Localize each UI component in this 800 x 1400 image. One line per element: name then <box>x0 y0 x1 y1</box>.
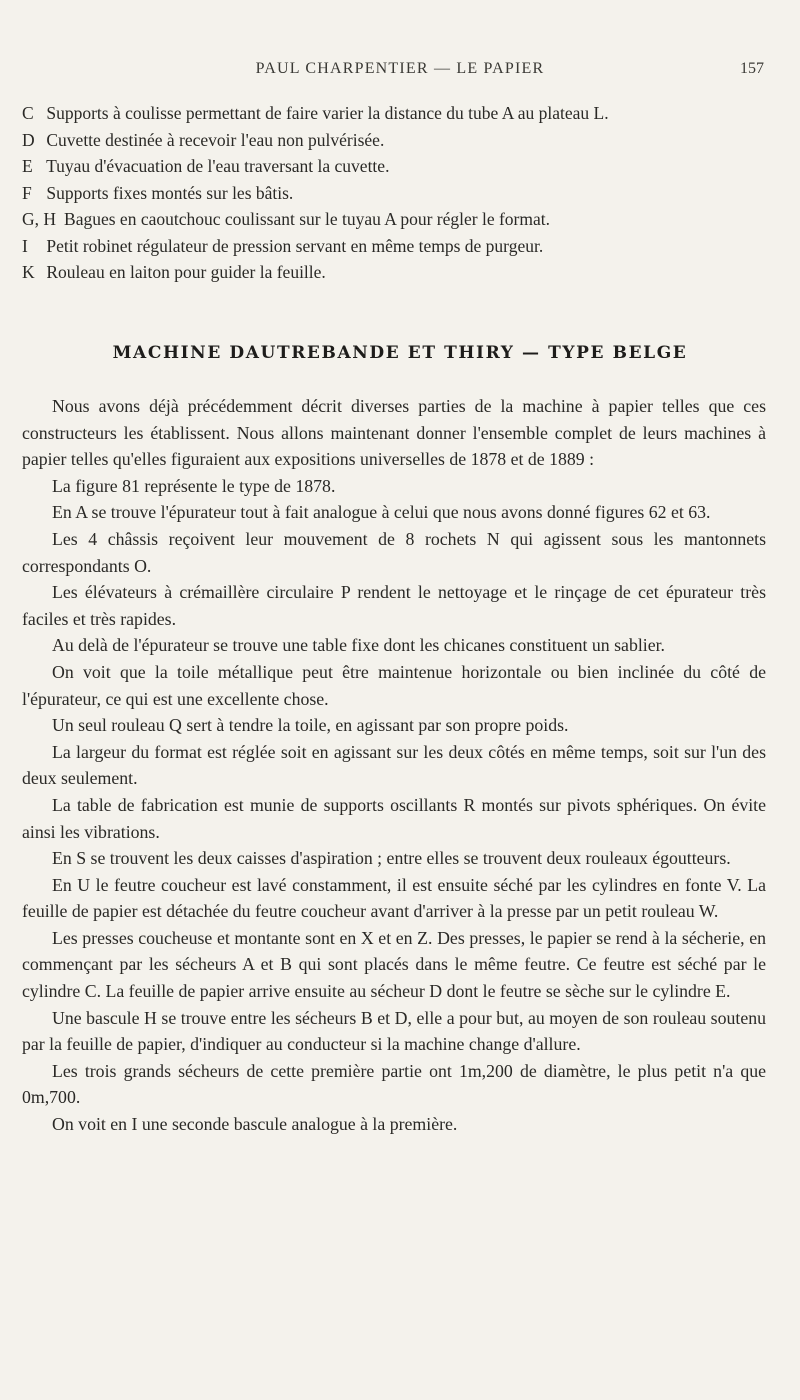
legend-item <box>22 233 766 260</box>
paragraph: En U le feutre coucheur est lavé constamment, il est ensuite séché par les cylindres en fonte V. La feuille de papier est détachée du feutre coucheur avant d'arriver à la presse par un petit rouleau W. <box>22 874 766 922</box>
figure-legend <box>22 100 766 286</box>
legend-key: E <box>22 156 33 176</box>
running-head <box>0 60 800 84</box>
paragraph: Nous avons déjà précédemment décrit diverses parties de la machine à papier telles que ces constructeurs les établissent. Nous allons maintenant donner l'ensemble complet de leurs machines à papier telles qu'elles figuraient aux expositions universelles de 1878 et de 1889 : <box>22 396 766 470</box>
running-title: PAUL CHARPENTIER — LE PAPIER <box>255 60 545 77</box>
legend-item <box>22 153 766 180</box>
legend-item <box>22 127 766 154</box>
paragraph: Les presses coucheuse et montante sont en X et en Z. Des presses, le papier se rend à la sécherie, en commençant par les sécheurs A et B qui sont placés dans le même feutre. Ce feutre est séché par le cylindre C. La feuille de papier arrive ensuite au sécheur D dont le feutre se sèche sur le cylindre E. <box>22 927 766 1002</box>
paragraph: Un seul rouleau Q sert à tendre la toile, en agissant par son propre poids. <box>52 715 569 736</box>
paragraph: Les trois grands sécheurs de cette première partie ont 1m,200 de diamètre, le plus petit n'a que 0m,700. <box>22 1060 766 1108</box>
section-heading: MACHINE DAUTREBANDE ET THIRY — TYPE BELGE <box>112 343 688 363</box>
legend-item <box>22 206 766 233</box>
legend-key: F <box>22 182 32 203</box>
legend-item <box>22 100 766 127</box>
legend-key: D <box>22 129 35 150</box>
legend-text: Cuvette destinée à recevoir l'eau non pulvérisée. <box>46 129 385 150</box>
legend-text: Petit robinet régulateur de pression servant en même temps de purgeur. <box>46 235 544 256</box>
paragraph: La table de fabrication est munie de supports oscillants R montés sur pivots sphériques. On évite ainsi les vibrations. <box>22 794 766 842</box>
legend-text: Tuyau d'évacuation de l'eau traversant la cuvette. <box>46 156 390 176</box>
page-number: 157 <box>740 60 764 77</box>
paragraph: On voit que la toile métallique peut être maintenue horizontale ou bien inclinée du côté de l'épurateur, ce qui est une excellente chose. <box>22 661 766 709</box>
legend-text: Bagues en caoutchouc coulissant sur le tuyau A pour régler le format. <box>64 209 550 229</box>
paragraph: Au delà de l'épurateur se trouve une table fixe dont les chicanes constituent un sablier. <box>52 635 665 656</box>
legend-text: Supports fixes montés sur les bâtis. <box>46 182 294 203</box>
legend-key: K <box>22 262 35 282</box>
legend-key: G, H <box>22 209 57 229</box>
body-text <box>22 393 766 1138</box>
legend-text: Supports à coulisse permettant de faire varier la distance du tube A au plateau L. <box>46 103 609 123</box>
paragraph: En S se trouvent les deux caisses d'aspiration ; entre elles se trouvent deux rouleaux égoutteurs. <box>52 848 731 869</box>
legend-item <box>22 180 766 207</box>
paragraph: Les 4 châssis reçoivent leur mouvement de 8 rochets N qui agissent sous les mantonnets correspondants O. <box>22 528 766 576</box>
legend-key: C <box>22 103 34 123</box>
paragraph: La figure 81 représente le type de 1878. <box>52 475 336 496</box>
legend-key: I <box>22 235 28 256</box>
paragraph: Les élévateurs à crémaillère circulaire P rendent le nettoyage et le rinçage de cet épurateur très faciles et très rapides. <box>22 582 766 629</box>
legend-text: Rouleau en laiton pour guider la feuille. <box>46 262 326 282</box>
legend-item <box>22 259 766 286</box>
paragraph: On voit en I une seconde bascule analogue à la première. <box>52 1114 458 1135</box>
paragraph: La largeur du format est réglée soit en agissant sur les deux côtés en même temps, soit sur l'un des deux seulement. <box>22 741 766 789</box>
paragraph: En A se trouve l'épurateur tout à fait analogue à celui que nous avons donné figures 62 et 63. <box>52 502 711 523</box>
paragraph: Une bascule H se trouve entre les sécheurs B et D, elle a pour but, au moyen de son rouleau soutenu par la feuille de papier, d'indiquer au conducteur si la machine change d'allure. <box>22 1007 766 1055</box>
